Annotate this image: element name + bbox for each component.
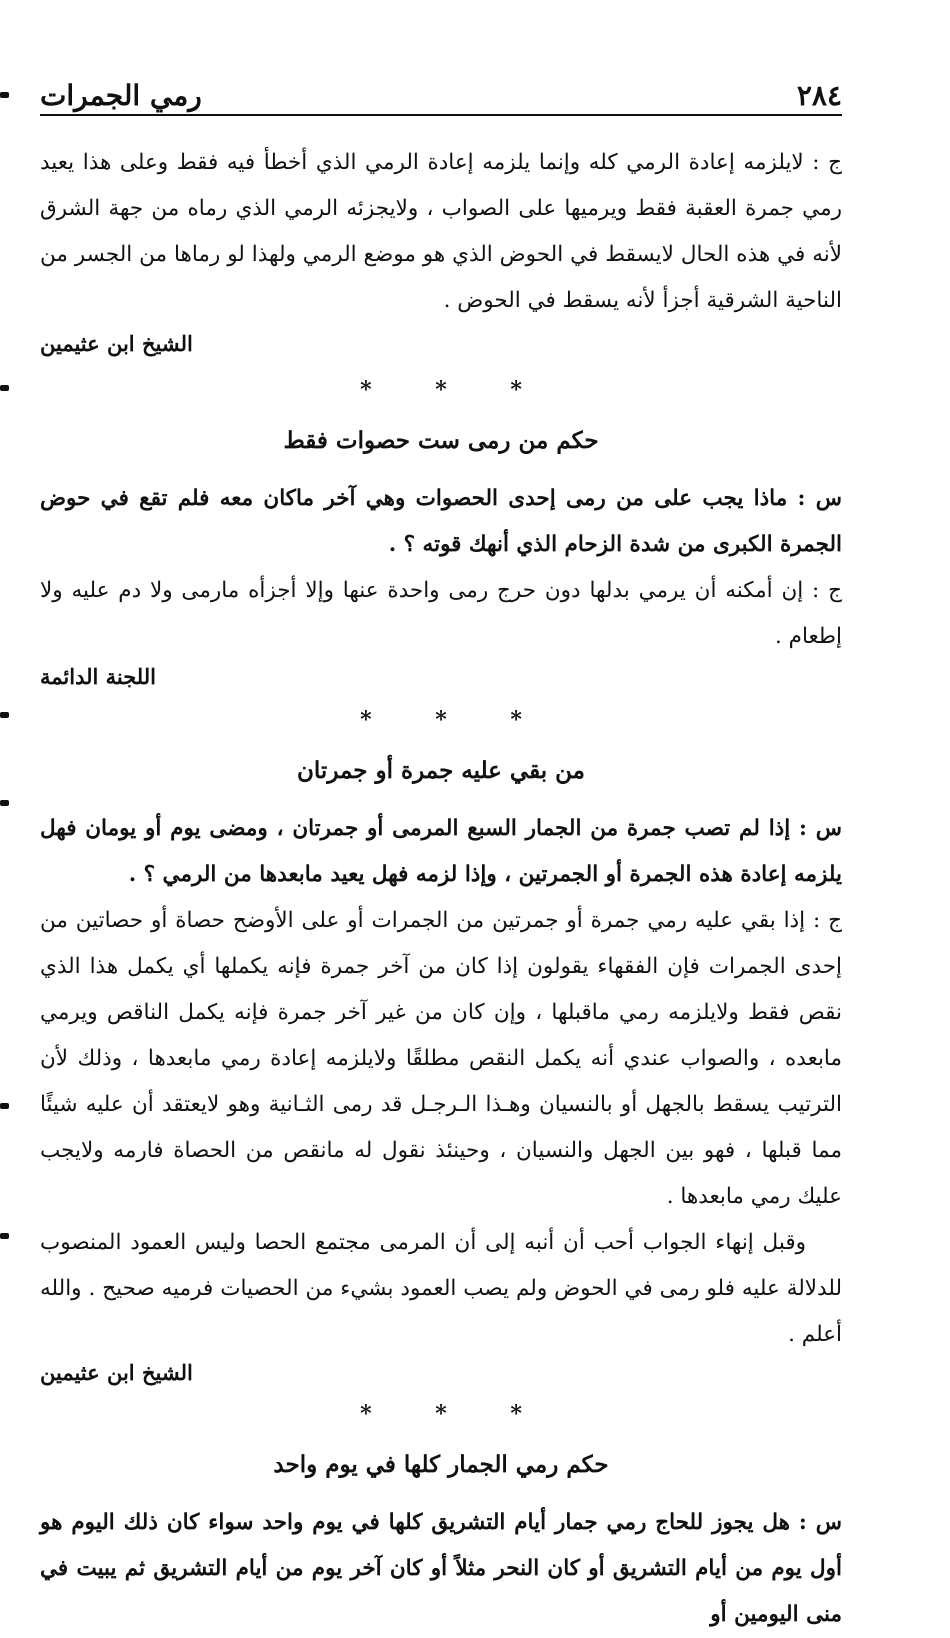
question-paragraph: س : هل يجوز للحاج رمي جمار أيام التشريق كلها في يوم واحد سواء كان ذلك اليوم هو أول يوم من أيام التشريق أو كان النحر مثلاً أو كان آخر يوم من أيام التشريق ثم يبيت في منى اليومين أو (40, 1510, 842, 1627)
signature: الشيخ ابن عثيمين (40, 1360, 193, 1385)
addendum-paragraph: وقبل إنهاء الجواب أحب أن أنبه إلى أن المرمى مجتمع الحصا وليس العمود المنصوب للدلالة عليه فلو رمى في الحوض ولم يصب العمود بشيء من الحصيات فرميه صحيح . والله أعلم . (40, 1230, 842, 1347)
section-title: حكم من رمى ست حصوات فقط (283, 427, 599, 454)
question-paragraph: س : إذا لم تصب جمرة من الجمار السبع المرمى أو جمرتان ، ومضى يوم أو يومان فهل يلزمه إعادة هذه الجمرة أو الجمرتين ، وإذا لزمه فهل يعيد مابعدها من الرمي ؟ . (40, 816, 842, 887)
section-separator: * * * (360, 1401, 550, 1427)
page-number: ٢٨٤ (796, 79, 842, 112)
page-edge-mark (0, 1103, 9, 1109)
page-edge-mark (0, 92, 9, 98)
page-edge-mark (0, 800, 9, 806)
section-separator: * * * (360, 377, 550, 403)
answer-paragraph: ج : إن أمكنه أن يرمي بدلها دون حرج رمى واحدة عنها وإلا أجزأه مارمى ولا دم عليه ولا إطعام . (40, 578, 842, 649)
answer-paragraph: ج : إذا بقي عليه رمي جمرة أو جمرتين من الجمرات أو على الأوضح حصاة أو حصاتين من إحدى الجمرات فإن الفقهاء يقولون إذا كان من آخر جمرة فإنه يكملها أي يكمل هذا الذي نقص فقط ولايلزمه رمي ماقبلها ، وإن كان من غير آخر جمرة فإنه يكمل الناقص ويرمي مابعده ، والصواب عندي أنه يكمل النقص مطلقًا ولايلزمه إعادة رمي مابعدها ، وذلك لأن الترتيب يسقط بالجهل أو بالنسيان وهـذا الـرجـل قد رمى الثـانية وهو لايعتقد أن عليه شيئًا مما قبلها ، فهو بين الجهل والنسيان ، وحينئذ نقول له مانقص من الحصاة فارمه ولايجب عليك رمي مابعدها . (40, 908, 842, 1209)
answer-paragraph: ج : لايلزمه إعادة الرمي كله وإنما يلزمه إعادة الرمي الذي أخطأ فيه فقط وعلى هذا يعيد رمي جمرة العقبة فقط ويرميها على الصواب ، ولايجزئه الرمي الذي رماه من جهة الشرق لأنه في هذه الحال لايسقط في الحوض الذي هو موضع الرمي ولهذا لو رماها من الجسر من الناحية الشرقية أجزأ لأنه يسقط في الحوض . (40, 150, 842, 313)
page-header (40, 74, 842, 116)
question-paragraph: س : ماذا يجب على من رمى إحدى الحصوات وهي آخر ماكان معه فلم تقع في حوض الجمرة الكبرى من شدة الزحام الذي أنهك قوته ؟ . (40, 486, 842, 557)
page-content (40, 140, 842, 1638)
page-edge-mark (0, 385, 9, 391)
section-title: حكم رمي الجمار كلها في يوم واحد (273, 1451, 609, 1478)
section-title: من بقي عليه جمرة أو جمرتان (297, 757, 585, 784)
page-edge-mark (0, 1233, 9, 1239)
signature: الشيخ ابن عثيمين (40, 331, 193, 356)
running-title: رمي الجمرات (40, 79, 202, 112)
signature: اللجنة الدائمة (40, 664, 156, 689)
page-edge-mark (0, 712, 9, 718)
section-separator: * * * (360, 707, 550, 733)
